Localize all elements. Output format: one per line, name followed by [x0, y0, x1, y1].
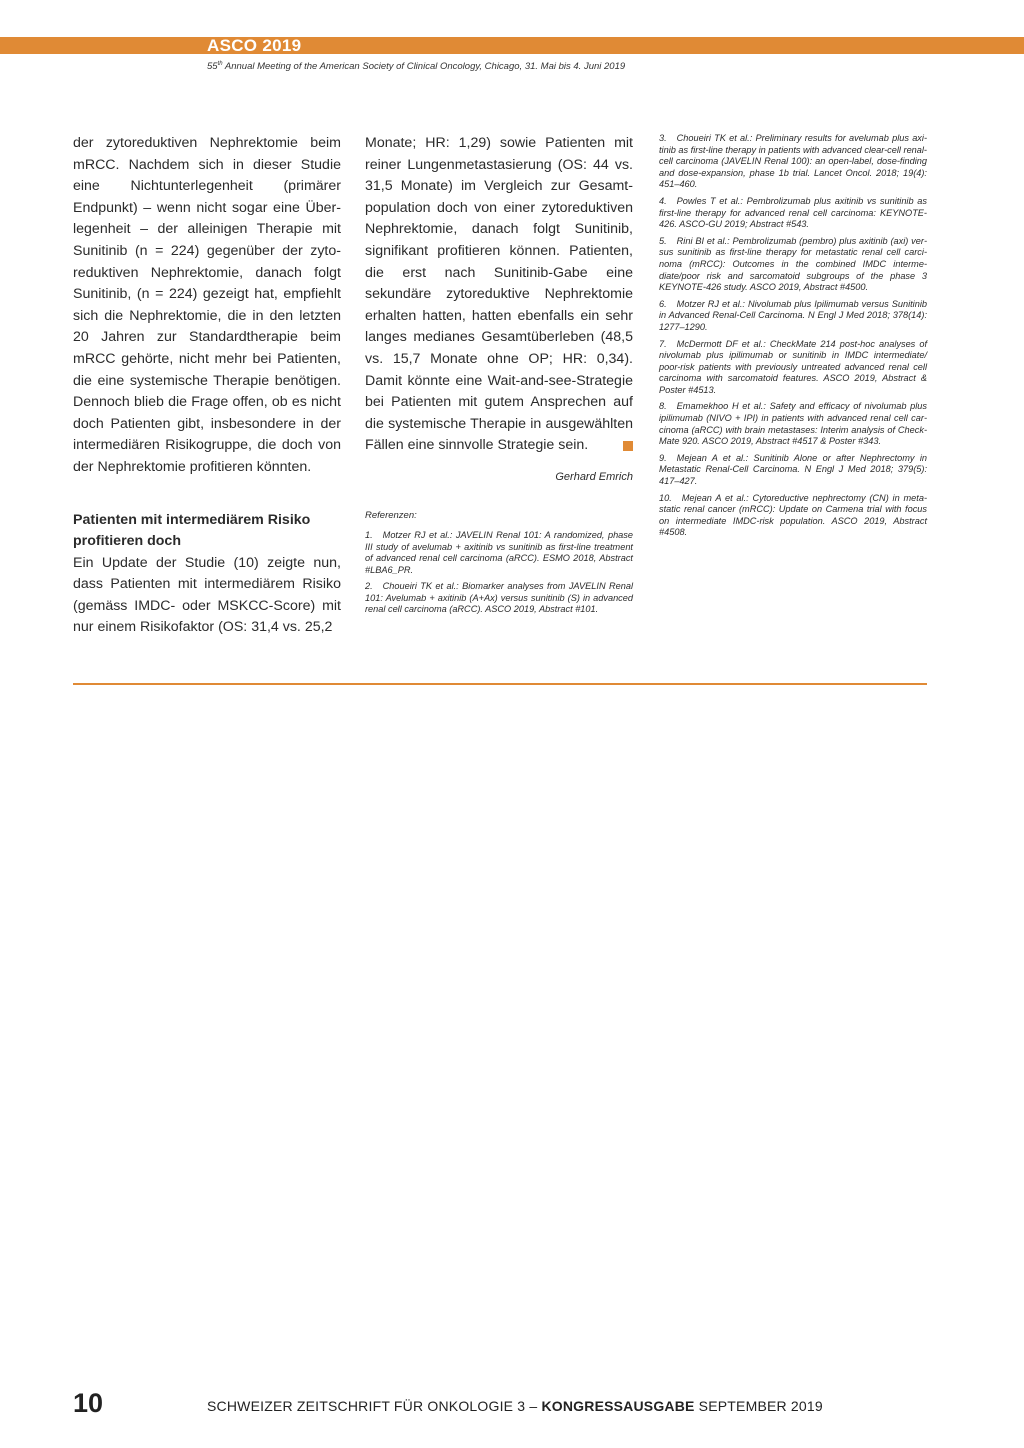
reference-number: 9. — [659, 452, 667, 463]
reference-item — [365, 581, 633, 616]
reference-number: 6. — [659, 298, 667, 309]
header-bar — [0, 37, 1024, 54]
reference-number: 3. — [659, 133, 667, 143]
reference-text: Choueiri TK et al.: Biomarker analyses from JAVELIN Renal 101: Avelumab + axitinib (A+Ax) versus sunitinib (S) in advanced renal cell carcinoma (aRCC). ASCO 2019, Abstract #101. — [365, 581, 633, 615]
reference-number: 7. — [659, 338, 667, 349]
reference-text: Mejean A et al.: Cytoreductive nephrectomy (CN) in metastatic renal cancer (mRCC): Update on Carmena trial with focus on intermediate IMDC-risk population. ASCO 2019, Abstract #4508. — [659, 492, 927, 538]
subtitle-text: Annual Meeting of the American Society of Clinical Oncology, Chicago, 31. Mai bis 4. Juni 2019 — [222, 61, 626, 73]
conference-subtitle — [207, 61, 625, 72]
column-2 — [365, 133, 633, 621]
reference-item — [659, 493, 927, 539]
body-paragraph: der zytoreduktiven Nephrektomie beim mRCC. Nachdem sich in dieser Studie eine Nichtunterlegenheit (primärer Endpunkt) – wenn nicht sogar eine Überlegenheit – der alleinigen Therapie mit Sunitinib (n = 224) gegenüber der zytoreduktiven Nephrektomie, danach folgt Sunitinib, (n = 224) gezeigt hat, empfiehlt sich die Nephrektomie, die in den letzten 20 Jahren zur Standardtherapie beim mRCC gehörte, nicht mehr bei Patienten, die eine systemische Therapie benötigen. Dennoch blieb die Frage offen, ob es nicht doch Patienten gibt, insbesondere in der intermediären Risikogruppe, die doch von der Nephrektomie profitieren könnten. — [73, 135, 341, 475]
reference-item — [659, 133, 927, 191]
reference-text: Motzer RJ et al.: JAVELIN Renal 101: A randomized, phase III study of avelumab + axitinib vs sunitinib as first-line treatment of advanced renal cell carcinoma (aRCC). ESMO 2018, Abstract #LBA6_PR. — [365, 529, 633, 575]
reference-text: Rini BI et al.: Pembrolizumab (pembro) plus axitinib (axi) versus sunitinib as first-line therapy for metastatic renal cell carcinoma (mRCC): Outcomes in the combined IMDC intermediate/poor risk and sarcomatoid subgroups of the phase 3 KEYNOTE-426 study. ASCO 2019, Abstract #4500. — [659, 235, 927, 293]
reference-text: McDermott DF et al.: CheckMate 214 post-hoc analyses of nivolumab plus ipilimumab or sunitinib in IMDC intermediate/ poor-risk patients with previously untreated advanced renal cell carcinoma with sarcomatoid features. ASCO 2019, Abstract & Poster #4513. — [659, 338, 927, 395]
reference-number: 10. — [659, 492, 672, 503]
reference-text: Mejean A et al.: Sunitinib Alone or after Nephrectomy in Metastatic Renal-Cell Carcinoma. N Engl J Med 2018; 379(5): 417–427. — [659, 452, 927, 487]
reference-text: Emamekhoo H et al.: Safety and efficacy of nivolumab plus ipilimumab (NIVO + IPI) in patients with advanced renal cell carcinoma (aRCC) with brain metastases: Interim analysis of CheckMate 920. ASCO 2019, Abstract #4517 & Poster #343. — [659, 401, 927, 447]
reference-number: 5. — [659, 235, 667, 246]
section-divider — [73, 683, 927, 685]
reference-item — [659, 401, 927, 447]
reference-item — [365, 530, 633, 576]
journal-footer — [207, 1398, 823, 1414]
paragraph-text: Monate; HR: 1,29) sowie Patienten mit reiner Lungenmetastasierung (OS: 44 vs. 31,5 Monate) im Vergleich zur Gesamtpopulation doch von einer zytoreduktiven Nephrektomie, danach folgt Sunitinib, signifikant profitieren können. Patienten, die erst nach Sunitinib-Gabe eine sekundäre zytoreduktive Nephrektomie erhalten hatten, hatten ebenfalls ein sehr langes medianes Gesamtüberleben (48,5 vs. 15,7 Monate ohne OP; HR: 0,34). Damit könnte eine Wait-and-see-Strategie bei Patienten mit gutem Ansprechen auf die systemische Therapie in ausgewählten Fällen eine sinnvolle Strategie sein. — [365, 135, 633, 454]
section-heading: Patienten mit intermediärem Risiko profitieren doch — [73, 511, 311, 550]
column-1 — [73, 133, 341, 639]
reference-number: 8. — [659, 401, 667, 412]
reference-item — [659, 453, 927, 488]
reference-text: Powles T et al.: Pembrolizumab plus axitinib vs sunitinib as first-line therapy for advanced renal cell carcinoma: KEYNOTE-426. ASCO-GU 2019; Abstract #543. — [659, 195, 927, 230]
reference-item — [659, 339, 927, 397]
reference-number: 4. — [659, 195, 667, 206]
body-paragraph: Ein Update der Studie (10) zeigte nun, dass Patienten mit intermediärem Risiko (gemäss IMDC- oder MSKCC-Score) mit nur einem Risikofaktor (OS: 31,4 vs. 25,2 — [73, 554, 341, 636]
subtitle-number: 55 — [207, 61, 218, 73]
end-of-article-icon — [623, 441, 633, 451]
author-name: Gerhard Emrich — [555, 470, 633, 483]
journal-date: SEPTEMBER 2019 — [694, 1398, 823, 1414]
reference-text: Choueiri TK et al.: Preliminary results for avelumab plus axitinib as first-line therapy in patients with advanced clear-cell renal-cell carcinoma (JAVELIN Renal 100): an open-label, dose-finding and dose-expansion, phase 1b trial. Lancet Oncol. 2018; 19(4): 451–460. — [659, 133, 927, 190]
page-number: 10 — [73, 1388, 104, 1418]
reference-item — [659, 196, 927, 231]
reference-item — [659, 299, 927, 334]
subtitle-ordinal: th — [217, 61, 223, 67]
reference-number: 2. — [365, 581, 373, 592]
references-title: Referenzen: — [365, 509, 417, 521]
body-paragraph — [365, 133, 633, 457]
reference-number: 1. — [365, 529, 373, 540]
conference-title: ASCO 2019 — [207, 36, 302, 55]
journal-edition: KONGRESSAUSGABE — [541, 1398, 695, 1414]
journal-name: SCHWEIZER ZEITSCHRIFT FÜR ONKOLOGIE 3 – — [207, 1398, 542, 1414]
reference-item — [659, 236, 927, 294]
reference-text: Motzer RJ et al.: Nivolumab plus Ipilimumab versus Sunitinib in Advanced Renal-Cell Carcinoma. N Engl J Med 2018; 378(14): 1277–1290. — [659, 298, 927, 332]
column-3 — [659, 133, 927, 544]
